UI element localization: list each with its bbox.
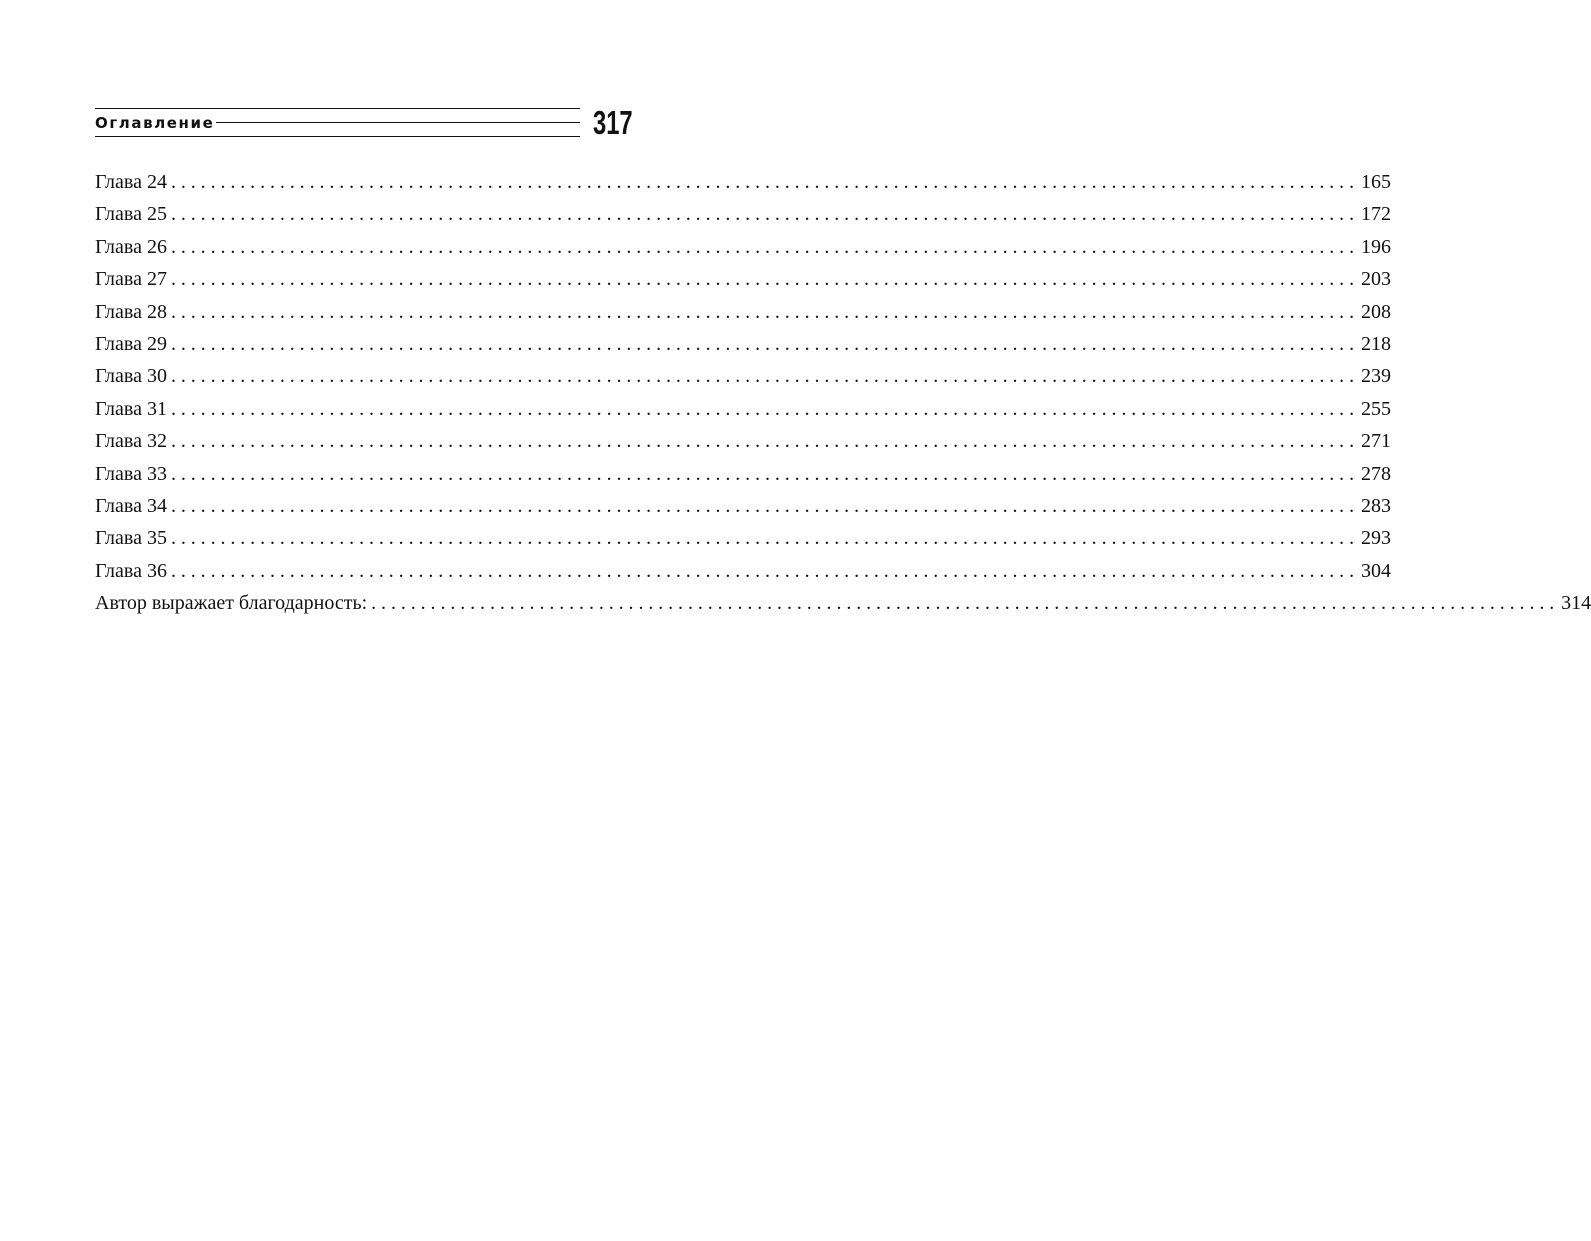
toc-leader-dots: ........................................................................................................................: [170, 203, 1359, 226]
toc-entry-label: Глава 36: [95, 559, 167, 582]
toc-leader-dots: ........................................................................................................................: [170, 462, 1359, 485]
page-number: 317: [593, 104, 633, 141]
running-header: [95, 108, 580, 138]
toc-entry-label: Глава 35: [95, 527, 167, 550]
toc-entry-page: 304: [1360, 559, 1391, 582]
toc-entry[interactable]: [95, 328, 1391, 360]
toc-entry-label: Глава 27: [95, 268, 167, 291]
toc-entry-label: Глава 33: [95, 462, 167, 485]
toc-entry-label: Глава 32: [95, 430, 167, 453]
toc-entry[interactable]: [95, 490, 1391, 522]
section-title: Оглавление: [95, 114, 215, 132]
header-rule-bottom: [95, 136, 580, 137]
toc-entry-page: 239: [1360, 365, 1391, 388]
header-rule-top: [95, 108, 580, 109]
toc-entry[interactable]: [95, 296, 1391, 328]
toc-entry[interactable]: [95, 587, 1591, 619]
toc-entry-page: 283: [1360, 494, 1391, 517]
toc-leader-dots: ........................................................................................................................: [170, 332, 1359, 355]
toc-entry[interactable]: [95, 231, 1391, 263]
toc-entry-page: 218: [1360, 332, 1391, 355]
toc-entry[interactable]: [95, 458, 1391, 490]
toc-entry-page: 255: [1360, 397, 1391, 420]
table-of-contents: [95, 166, 1591, 619]
toc-entry-page: 172: [1360, 203, 1391, 226]
toc-entry-page: 278: [1360, 462, 1391, 485]
toc-leader-dots: ........................................................................................................................: [170, 300, 1359, 323]
toc-entry-label: Глава 31: [95, 397, 167, 420]
toc-entry-label: Глава 28: [95, 300, 167, 323]
toc-entry-page: 208: [1360, 300, 1391, 323]
toc-leader-dots: ........................................................................................................................: [170, 527, 1359, 550]
toc-leader-dots: ........................................................................................................................: [170, 397, 1359, 420]
toc-entry[interactable]: [95, 425, 1391, 457]
toc-entry-label: Глава 29: [95, 332, 167, 355]
toc-entry-label: Глава 25: [95, 203, 167, 226]
toc-leader-dots: ........................................................................................................................: [170, 235, 1359, 258]
toc-leader-dots: ........................................................................................................................: [170, 430, 1359, 453]
header-rule-middle: [213, 122, 580, 123]
toc-leader-dots: ........................................................................................................................: [170, 494, 1359, 517]
toc-entry-label: Глава 34: [95, 494, 167, 517]
toc-entry-page: 271: [1360, 430, 1391, 453]
toc-entry[interactable]: [95, 393, 1391, 425]
toc-leader-dots: ........................................................................................................................: [170, 268, 1359, 291]
toc-entry[interactable]: [95, 360, 1391, 392]
toc-entry-page: 165: [1360, 171, 1391, 193]
toc-entry-page: 314: [1561, 592, 1591, 615]
toc-leader-dots: ........................................................................................................................: [170, 365, 1359, 388]
toc-leader-dots: ........................................................................................................................: [170, 559, 1359, 582]
toc-entry-label: Глава 26: [95, 235, 167, 258]
toc-leader-dots: ........................................................................................................................: [170, 171, 1359, 193]
toc-entry-page: 196: [1360, 235, 1391, 258]
toc-entry-page: 203: [1360, 268, 1391, 291]
toc-leader-dots: ........................................................................................................................: [371, 592, 1560, 615]
toc-entry-label: Глава 30: [95, 365, 167, 388]
toc-entry[interactable]: [95, 166, 1391, 198]
toc-entry-label: Автор выражает благодарность:: [95, 592, 368, 615]
toc-entry-page: 293: [1360, 527, 1391, 550]
toc-entry[interactable]: [95, 555, 1391, 587]
toc-entry[interactable]: [95, 522, 1391, 554]
toc-entry[interactable]: [95, 263, 1391, 295]
toc-entry[interactable]: [95, 198, 1391, 230]
toc-entry-label: Глава 24: [95, 171, 167, 193]
